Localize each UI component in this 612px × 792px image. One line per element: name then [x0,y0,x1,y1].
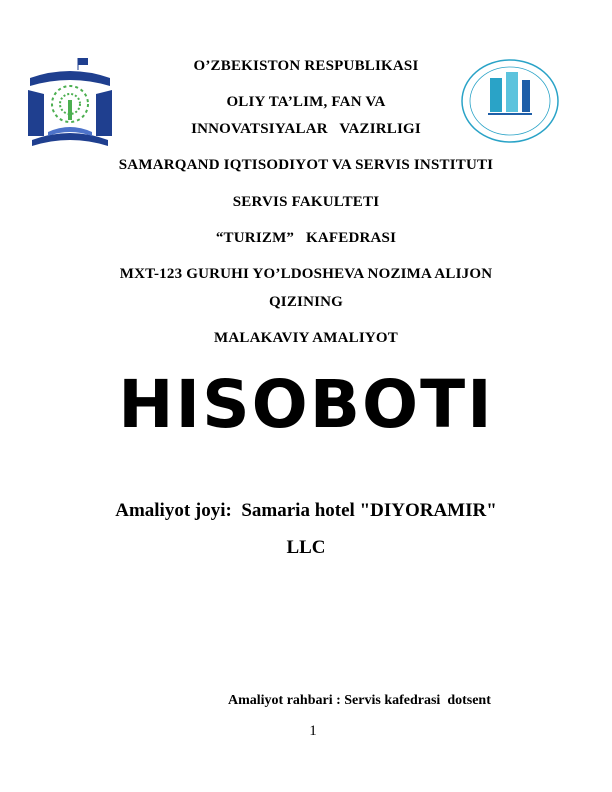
practice-place-line1: Amaliyot joyi: Samaria hotel "DIYORAMIR" [115,500,497,521]
page-number: 1 [309,723,317,739]
report-title: HISOBOTI [118,366,494,443]
ministry-name-line2: INNOVATSIYALAR VAZIRLIGI [191,121,421,137]
student-line2: QIZINING [268,294,344,310]
student-line1: MXT-123 GURUHI YO’LDOSHEVA NOZIMA ALIJON [119,266,493,282]
ministry-name-line1: OLIY TA’LIM, FAN VA [226,94,386,110]
faculty-name: SERVIS FAKULTETI [232,194,380,210]
practice-type: MALAKAVIY AMALIYOT [213,330,399,346]
institute-name: SAMARQAND IQTISODIYOT VA SERVIS INSTITUTI [118,157,494,173]
country-name: O’ZBEKISTON RESPUBLIKASI [193,58,419,74]
department-name: “TURIZM” KAFEDRASI [215,230,397,246]
supervisor-line: Amaliyot rahbari : Servis kafedrasi dotsent [228,693,491,708]
practice-place-line2: LLC [286,537,326,558]
